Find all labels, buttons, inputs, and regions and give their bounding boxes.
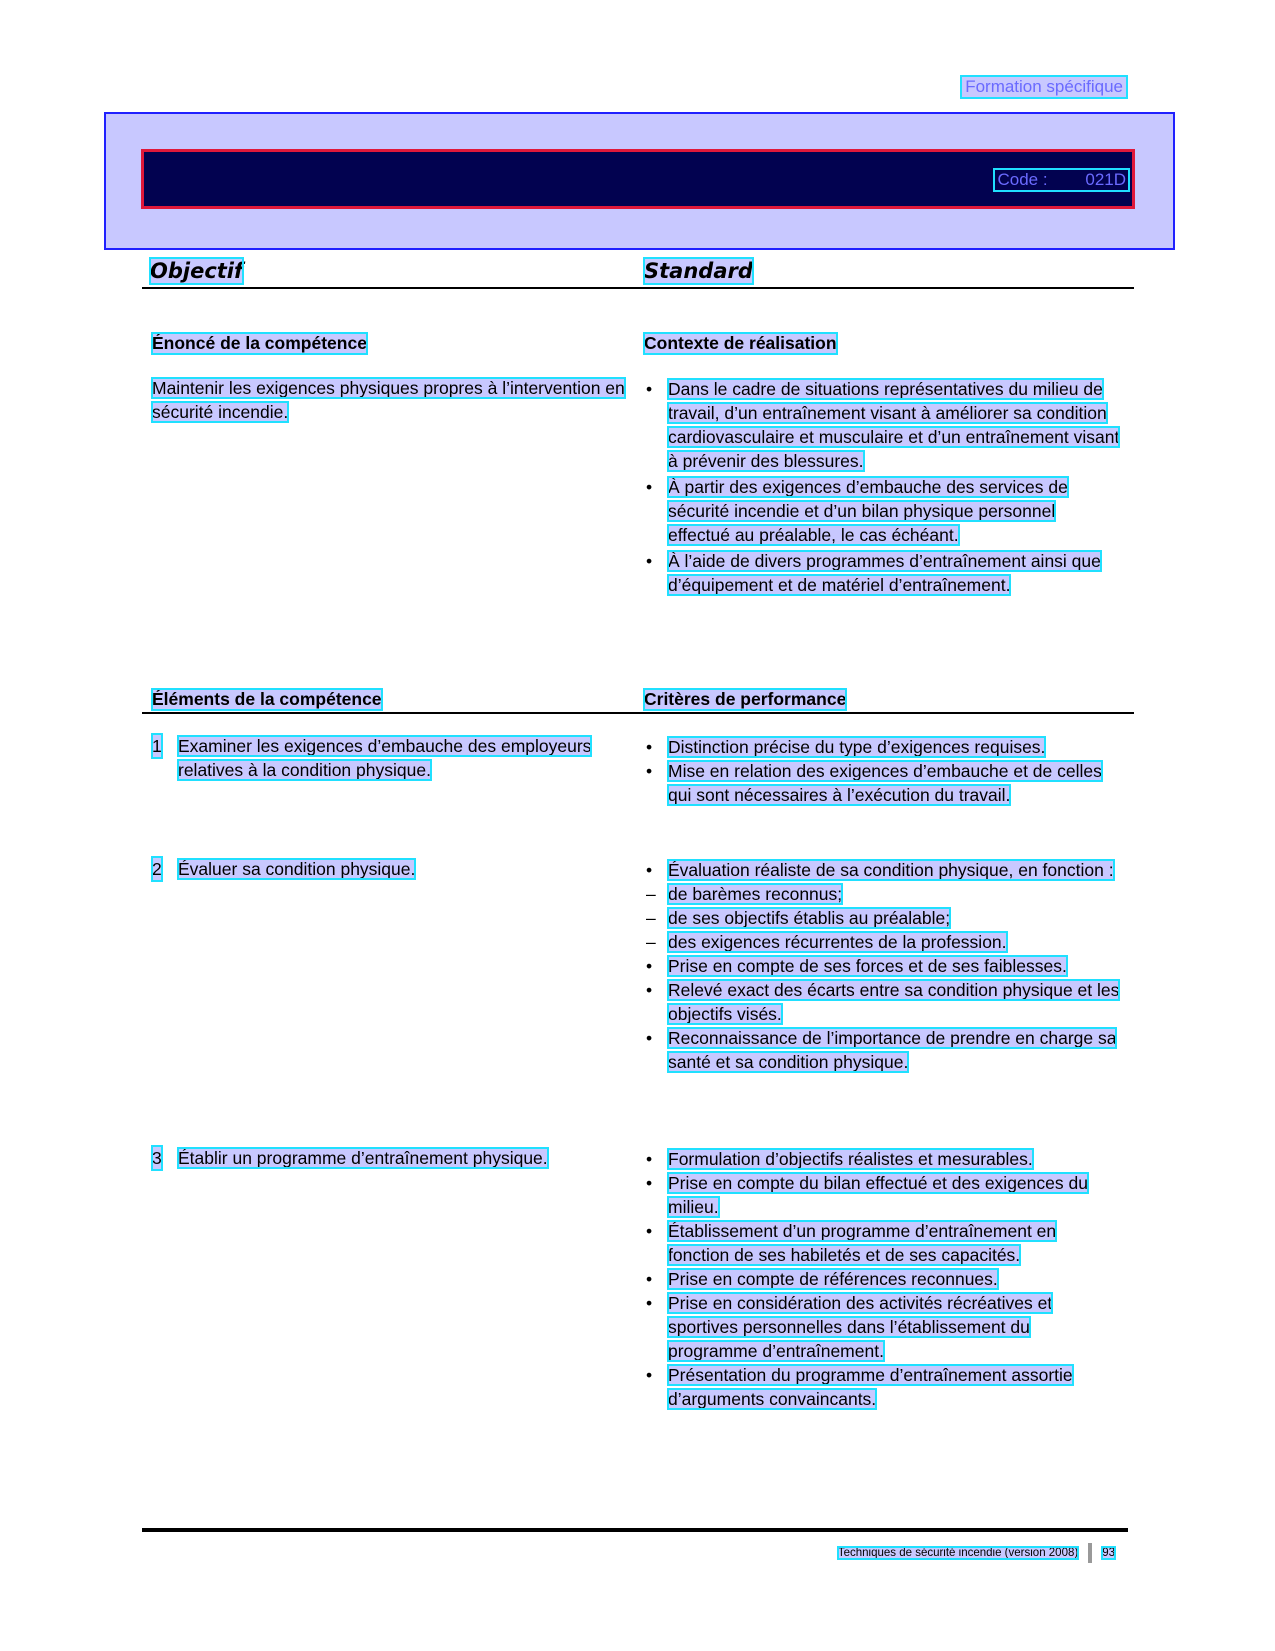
element-1: 1 Examiner les exigences d’embauche des employeurs relatives à la condition physique.	[152, 736, 592, 780]
element-2: 2 Évaluer sa condition physique.	[152, 859, 416, 879]
contexte-item: • Dans le cadre de situations représentatives du milieu de travail, d’un entraînement visant à améliorer sa condition cardiovasculaire et musculaire et d’un entraînement visant à prévenir des blessures.	[646, 379, 1120, 471]
footer-text: Techniques de sécurité incendie (version 2008)	[837, 1547, 1079, 1560]
element-3: 3 Établir un programme d’entraînement physique.	[152, 1148, 548, 1168]
footer-separator	[1088, 1543, 1092, 1563]
objectif-heading: Objectif	[150, 259, 244, 283]
elements-title: Éléments de la compétence	[152, 689, 382, 709]
criteria-item: • Prise en compte de références reconnues.	[646, 1269, 998, 1289]
standard-heading: Standard	[644, 259, 753, 283]
contexte-item: • À partir des exigences d’embauche des services de sécurité incendie et d’un bilan physique personnel effectué au préalable, le cas échéant.	[646, 477, 1068, 545]
footer	[838, 1543, 1115, 1563]
criteria-subitem: – de barèmes reconnus;	[646, 884, 843, 904]
contexte-title: Contexte de réalisation	[644, 333, 837, 353]
enonce-text: Maintenir les exigences physiques propres à l’intervention en sécurité incendie.	[152, 378, 625, 422]
criteria-item: • Reconnaissance de l’importance de prendre en charge sa santé et sa condition physique.	[646, 1028, 1117, 1072]
criteria-item: • Établissement d’un programme d’entraînement en fonction de ses habiletés et de ses capacités.	[646, 1221, 1057, 1265]
criteria-item: • Mise en relation des exigences d’embauche et de celles qui sont nécessaires à l’exécution du travail.	[646, 761, 1102, 805]
page-number: 93	[1102, 1547, 1115, 1560]
competency-code: Code : 021D	[997, 170, 1126, 189]
criteria-item: • Formulation d’objectifs réalistes et mesurables.	[646, 1149, 1033, 1169]
criteria-item: • Prise en compte du bilan effectué et des exigences du milieu.	[646, 1173, 1088, 1217]
enonce-title: Énoncé de la compétence	[152, 333, 367, 353]
criteria-item: • Présentation du programme d’entraînement assortie d’arguments convaincants.	[646, 1365, 1073, 1409]
criteria-item: • Prise en compte de ses forces et de ses faiblesses.	[646, 956, 1067, 976]
criteria-item: • Prise en considération des activités récréatives et sportives personnelles dans l’établissement du programme d’entraînement.	[646, 1293, 1053, 1361]
criteria-subitem: – de ses objectifs établis au préalable;	[646, 908, 951, 928]
title-bar	[141, 149, 1135, 209]
footer-rule	[142, 1528, 1128, 1532]
element-1-criteria	[646, 735, 1122, 807]
element-2-criteria	[646, 858, 1122, 1074]
column-heading-rule	[142, 287, 1134, 289]
criteria-item: • Évaluation réaliste de sa condition physique, en fonction : – de barèmes reconnus; – de ses objectifs établis au préalable; – des exigences récurrentes de la profession.	[646, 858, 1122, 954]
section-label: Formation spécifique	[961, 76, 1127, 98]
criteria-title: Critères de performance	[644, 689, 847, 709]
contexte-list	[646, 377, 1122, 597]
contexte-item: • À l’aide de divers programmes d’entraînement ainsi que d’équipement et de matériel d’entraînement.	[646, 551, 1101, 595]
criteria-item: • Relevé exact des écarts entre sa condition physique et les objectifs visés.	[646, 980, 1120, 1024]
element-3-criteria	[646, 1147, 1122, 1411]
criteria-item: • Distinction précise du type d’exigences requises.	[646, 737, 1046, 757]
elements-heading-rule	[142, 712, 1134, 714]
criteria-subitem: – des exigences récurrentes de la profession.	[646, 932, 1007, 952]
